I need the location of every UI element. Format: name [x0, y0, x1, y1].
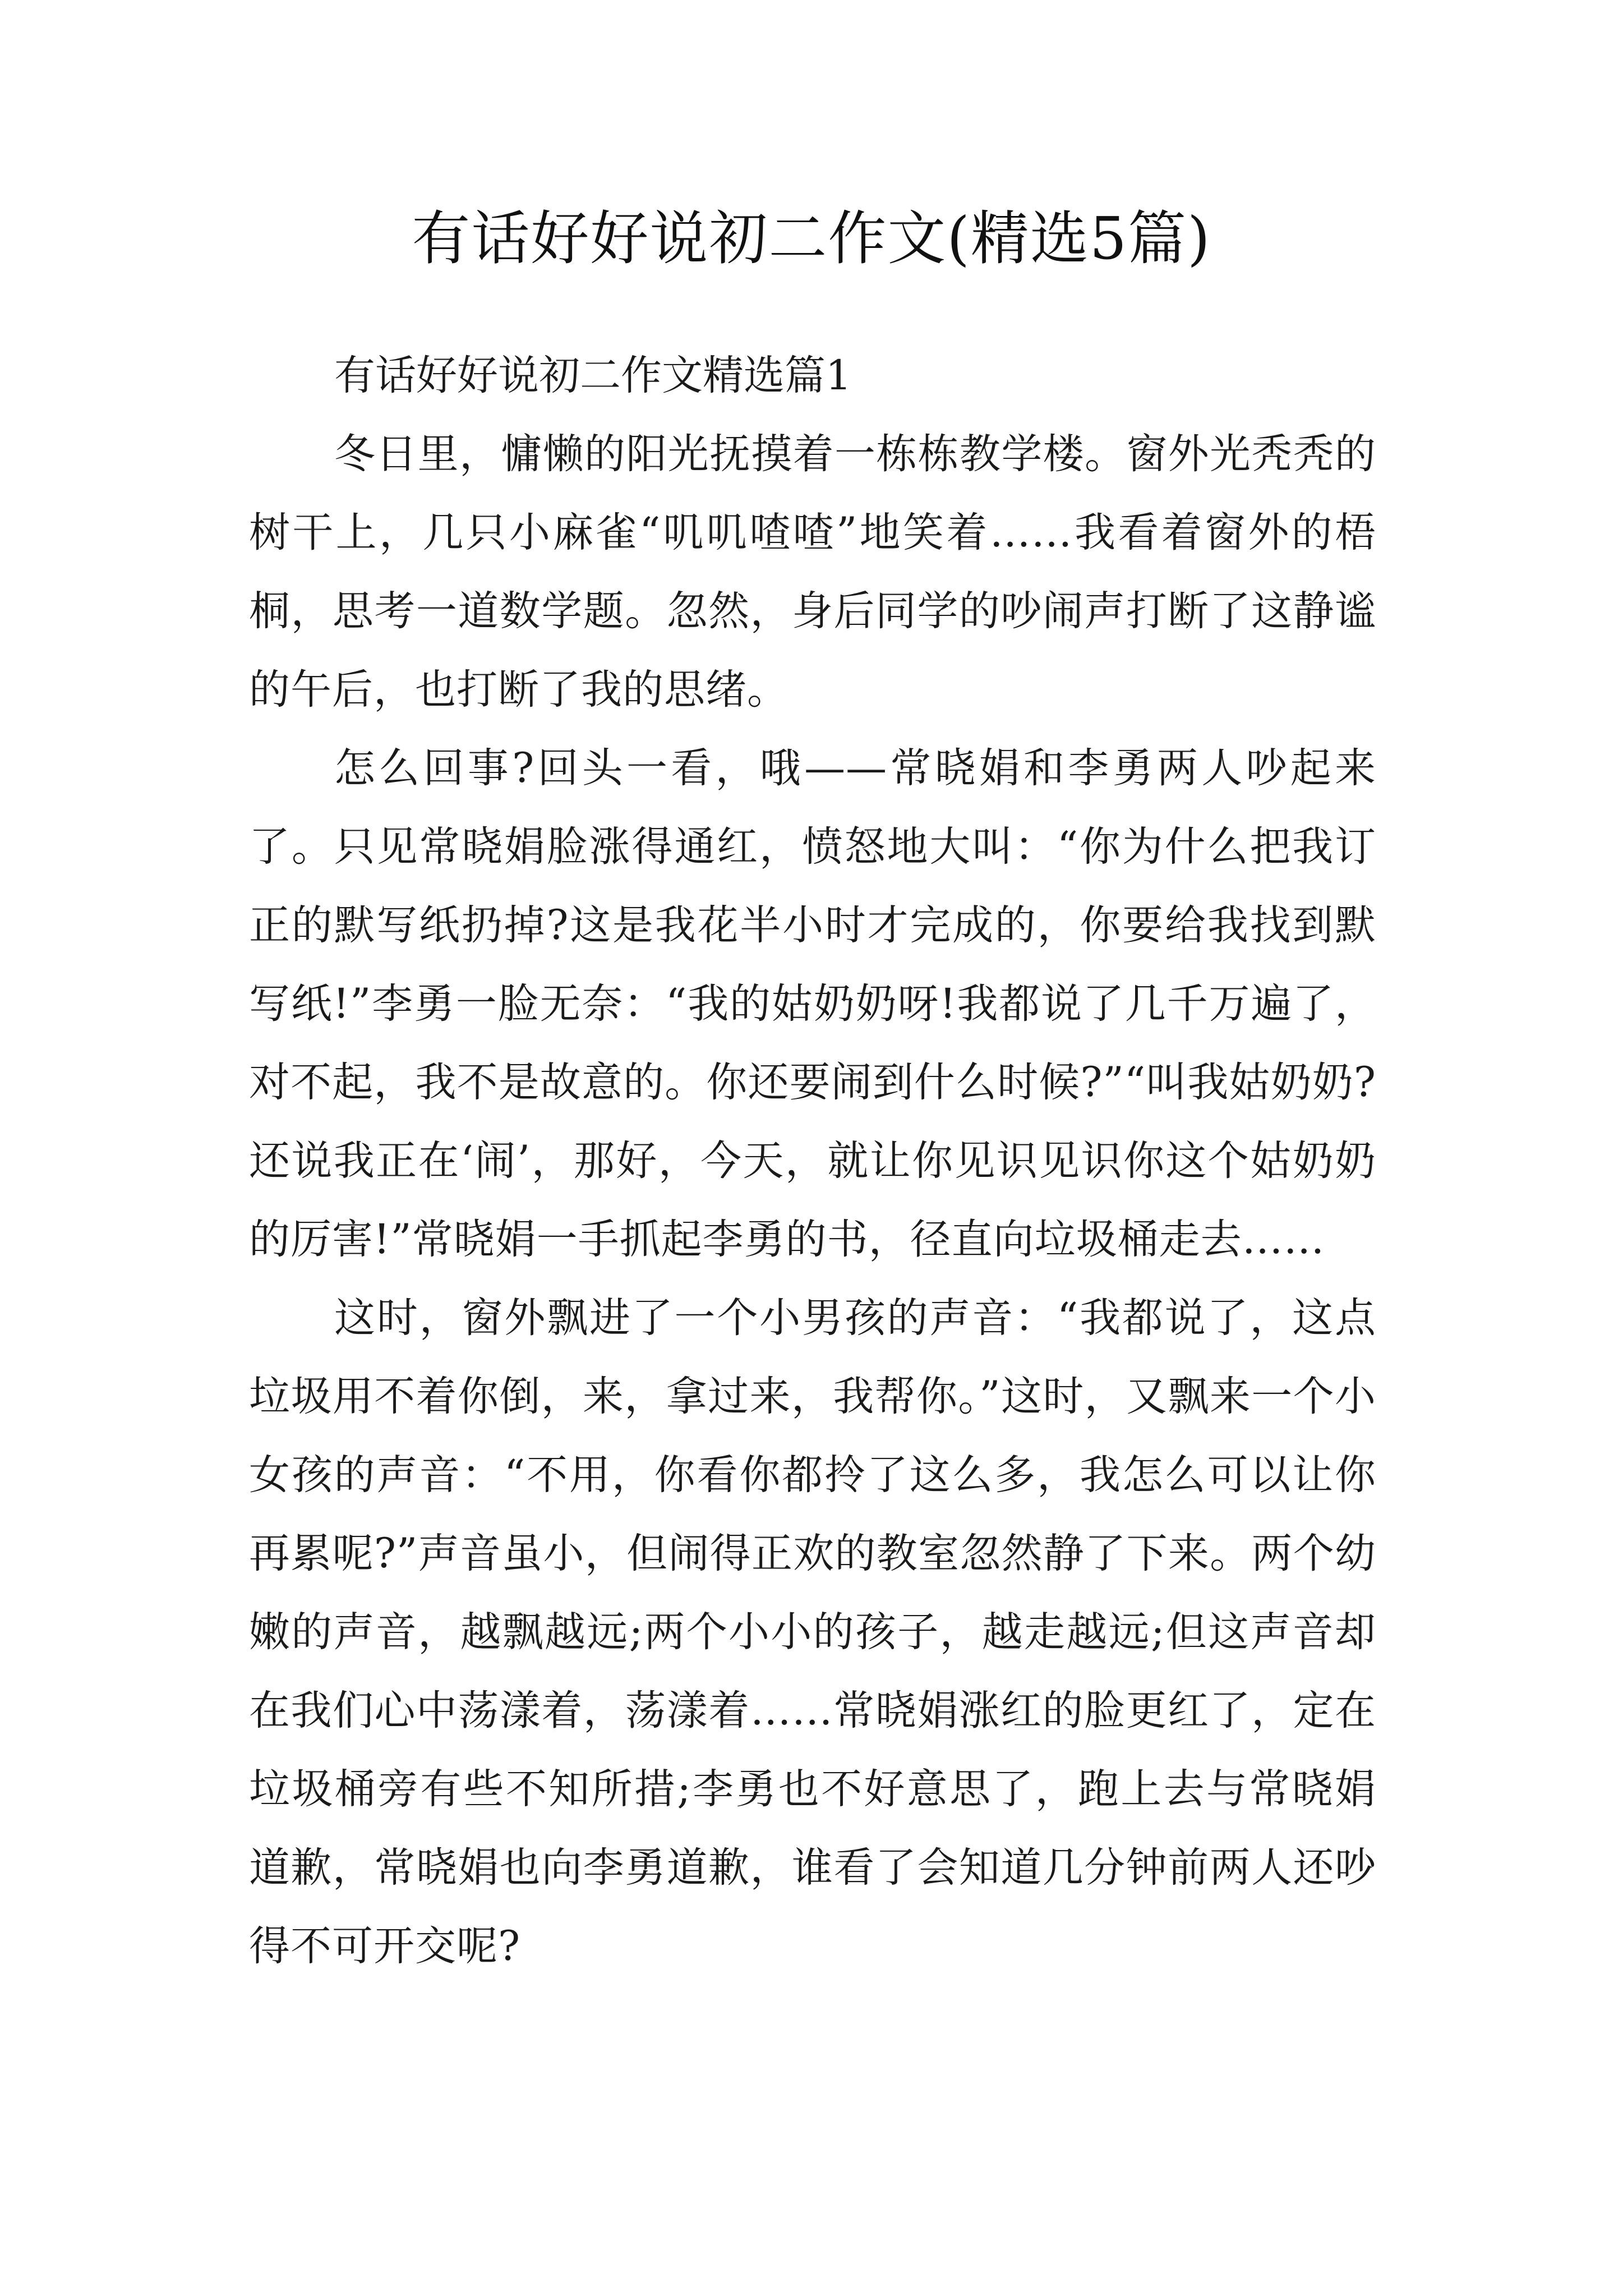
- paragraph-3: 这时，窗外飘进了一个小男孩的声音：“我都说了，这点垃圾用不着你倒，来，拿过来，我帮你。”这时，又飘来一个小女孩的声音：“不用，你看你都拎了这么多，我怎么可以让你再累呢?”声音虽小，但闹得正欢的教室忽然静了下来。两个幼嫩的声音，越飘越远;两个小小的孩子，越走越远;但这声音却在我们心中荡漾着，荡漾着……常晓娟涨红的脸更红了，定在垃圾桶旁有些不知所措;李勇也不好意思了，跑上去与常晓娟道歉，常晓娟也向李勇道歉，谁看了会知道几分钟前两人还吵得不可开交呢?: [249, 1294, 1376, 1970]
- paragraph-1: 冬日里，慵懒的阳光抚摸着一栋栋教学楼。窗外光秃秃的树干上，几只小麻雀“叽叽喳喳”地笑着……我看着窗外的梧桐，思考一道数学题。忽然，身后同学的吵闹声打断了这静谧的午后，也打断了我的思绪。: [249, 430, 1376, 714]
- paragraph-2: 怎么回事?回头一看，哦——常晓娟和李勇两人吵起来了。只见常晓娟脸涨得通红，愤怒地大叫：“你为什么把我订正的默写纸扔掉?这是我花半小时才完成的，你要给我找到默写纸!”李勇一脸无奈：“我的姑奶奶呀!我都说了几千万遍了，对不起，我不是故意的。你还要闹到什么时候?”“叫我姑奶奶?还说我正在‘闹’，那好，今天，就让你见识见识你这个姑奶奶的厉害!”常晓娟一手抓起李勇的书，径直向垃圾桶走去……: [249, 744, 1376, 1263]
- document-title: 有话好好说初二作文(精选5篇): [412, 204, 1211, 273]
- section-heading: 有话好好说初二作文精选篇1: [334, 352, 852, 399]
- document-body: [249, 337, 1376, 1986]
